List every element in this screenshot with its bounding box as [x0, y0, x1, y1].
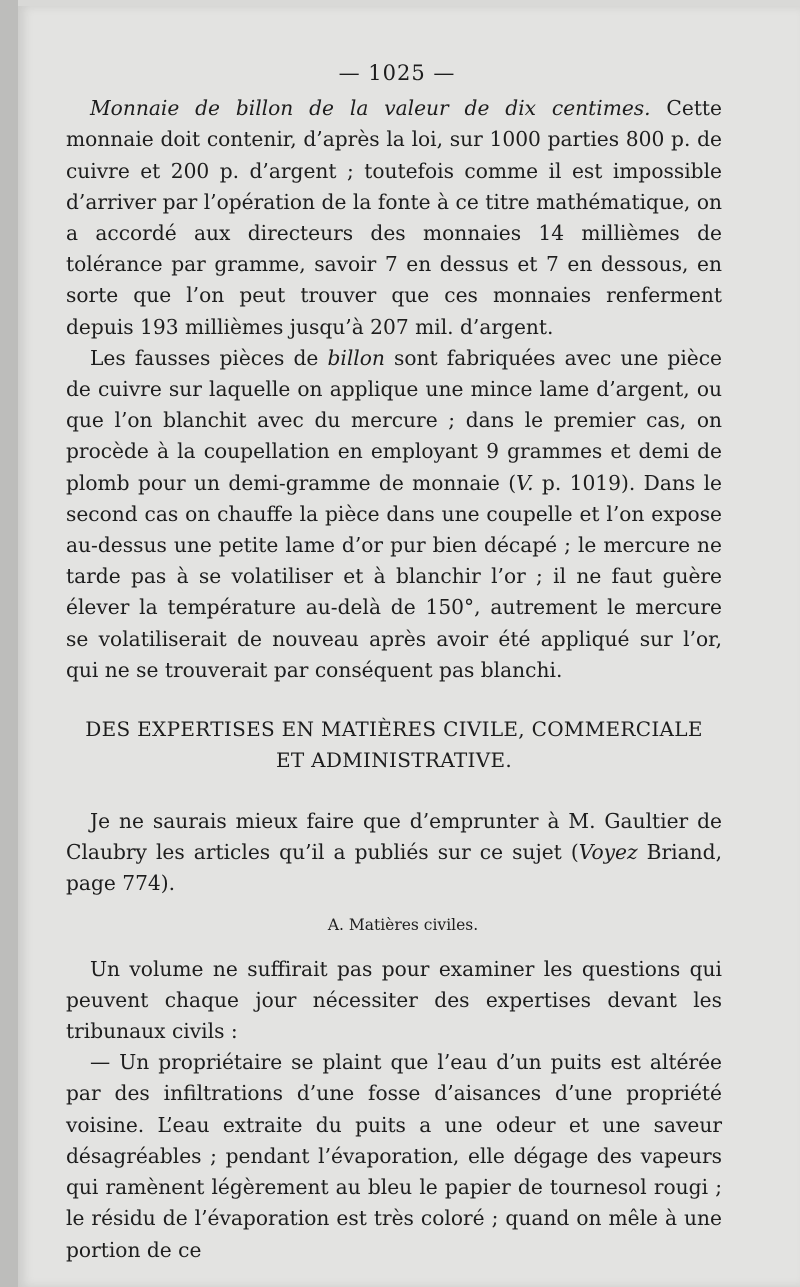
paragraph-title: Monnaie de billon de la valeur de dix centimes. [90, 96, 651, 121]
subsection-heading: A. Matières civiles. [327, 915, 479, 934]
italic-reference: Voyez [578, 840, 638, 865]
section-heading-line1: DES EXPERTISES EN MATIÈRES CIVILE, COMMERCIALE [85, 717, 703, 742]
italic-term: billon [327, 345, 385, 370]
paragraph-civil: Un volume ne suffirait pas pour examiner les questions qui peuvent chaque jour nécessiter des expertises devant les tribunaux civils : [66, 956, 722, 1044]
paragraph-false-coins [66, 343, 722, 686]
text-segment: Les fausses pièces de [90, 345, 328, 370]
paragraph-billon-coin [66, 93, 722, 343]
section-heading [66, 714, 722, 776]
text-segment: Je ne saurais mieux faire que d’emprunter à M. Gaultier de Claubry les articles qu’il a publiés sur ce sujet ( [66, 809, 722, 865]
page-content [66, 58, 722, 1266]
text-segment: Briand, page 774). [66, 840, 722, 896]
page-left-edge [0, 0, 18, 1287]
section-heading-line2: ET ADMINISTRATIVE. [275, 748, 513, 773]
text-segment: p. 1019). Dans le second cas on chauffe la pièce dans une coupelle et l’on expose au-dessus une petite lame d’or pur bien décapé ; le mercure ne tarde pas à se volatiliser et à blanchir l’or ; il ne faut guère élever la température au-delà de 150°, autrement le mercure se volatiliserait de nouveau après avoir été appliqué sur l’or, qui ne se trouverait par conséquent pas blanchi. [66, 470, 722, 682]
text-segment: sont fabriquées avec une pièce de cuivre sur laquelle on applique une mince lame d’argent, ou que l’on blanchit avec du mercure ; dans le premier cas, on procède à la coupellation en employant 9 grammes et demi de plomb pour un demi-gramme de monnaie ( [66, 345, 722, 495]
paragraph-intro [66, 806, 722, 900]
paragraph-well-case: — Un propriétaire se plaint que l’eau d’un puits est altérée par des infiltrations d’une fosse d’aisances d’une propriété voisine. L’eau extraite du puits a une odeur et une saveur désagréables ; pendant l’évaporation, elle dégage des vapeurs qui ramènent légèrement au bleu le papier de tournesol rougi ; le résidu de l’évaporation est très coloré ; quand on mêle à une portion de ce [66, 1050, 722, 1262]
paragraph-text: Cette monnaie doit contenir, d’après la loi, sur 1000 parties 800 p. de cuivre et 200 p. d’argent ; toutefois comme il est impossible d’arriver par l’opération de la fonte à ce titre mathématique, on a accordé aux directeurs des monnaies 14 millièmes de tolérance par gramme, savoir 7 en dessus et 7 en dessous, en sorte que l’on peut trouver que ces monnaies renferment depuis 193 millièmes jusqu’à 207 mil. d’argent. [66, 96, 722, 339]
page-number: — 1025 — [338, 61, 456, 85]
italic-reference: V. [516, 470, 534, 495]
